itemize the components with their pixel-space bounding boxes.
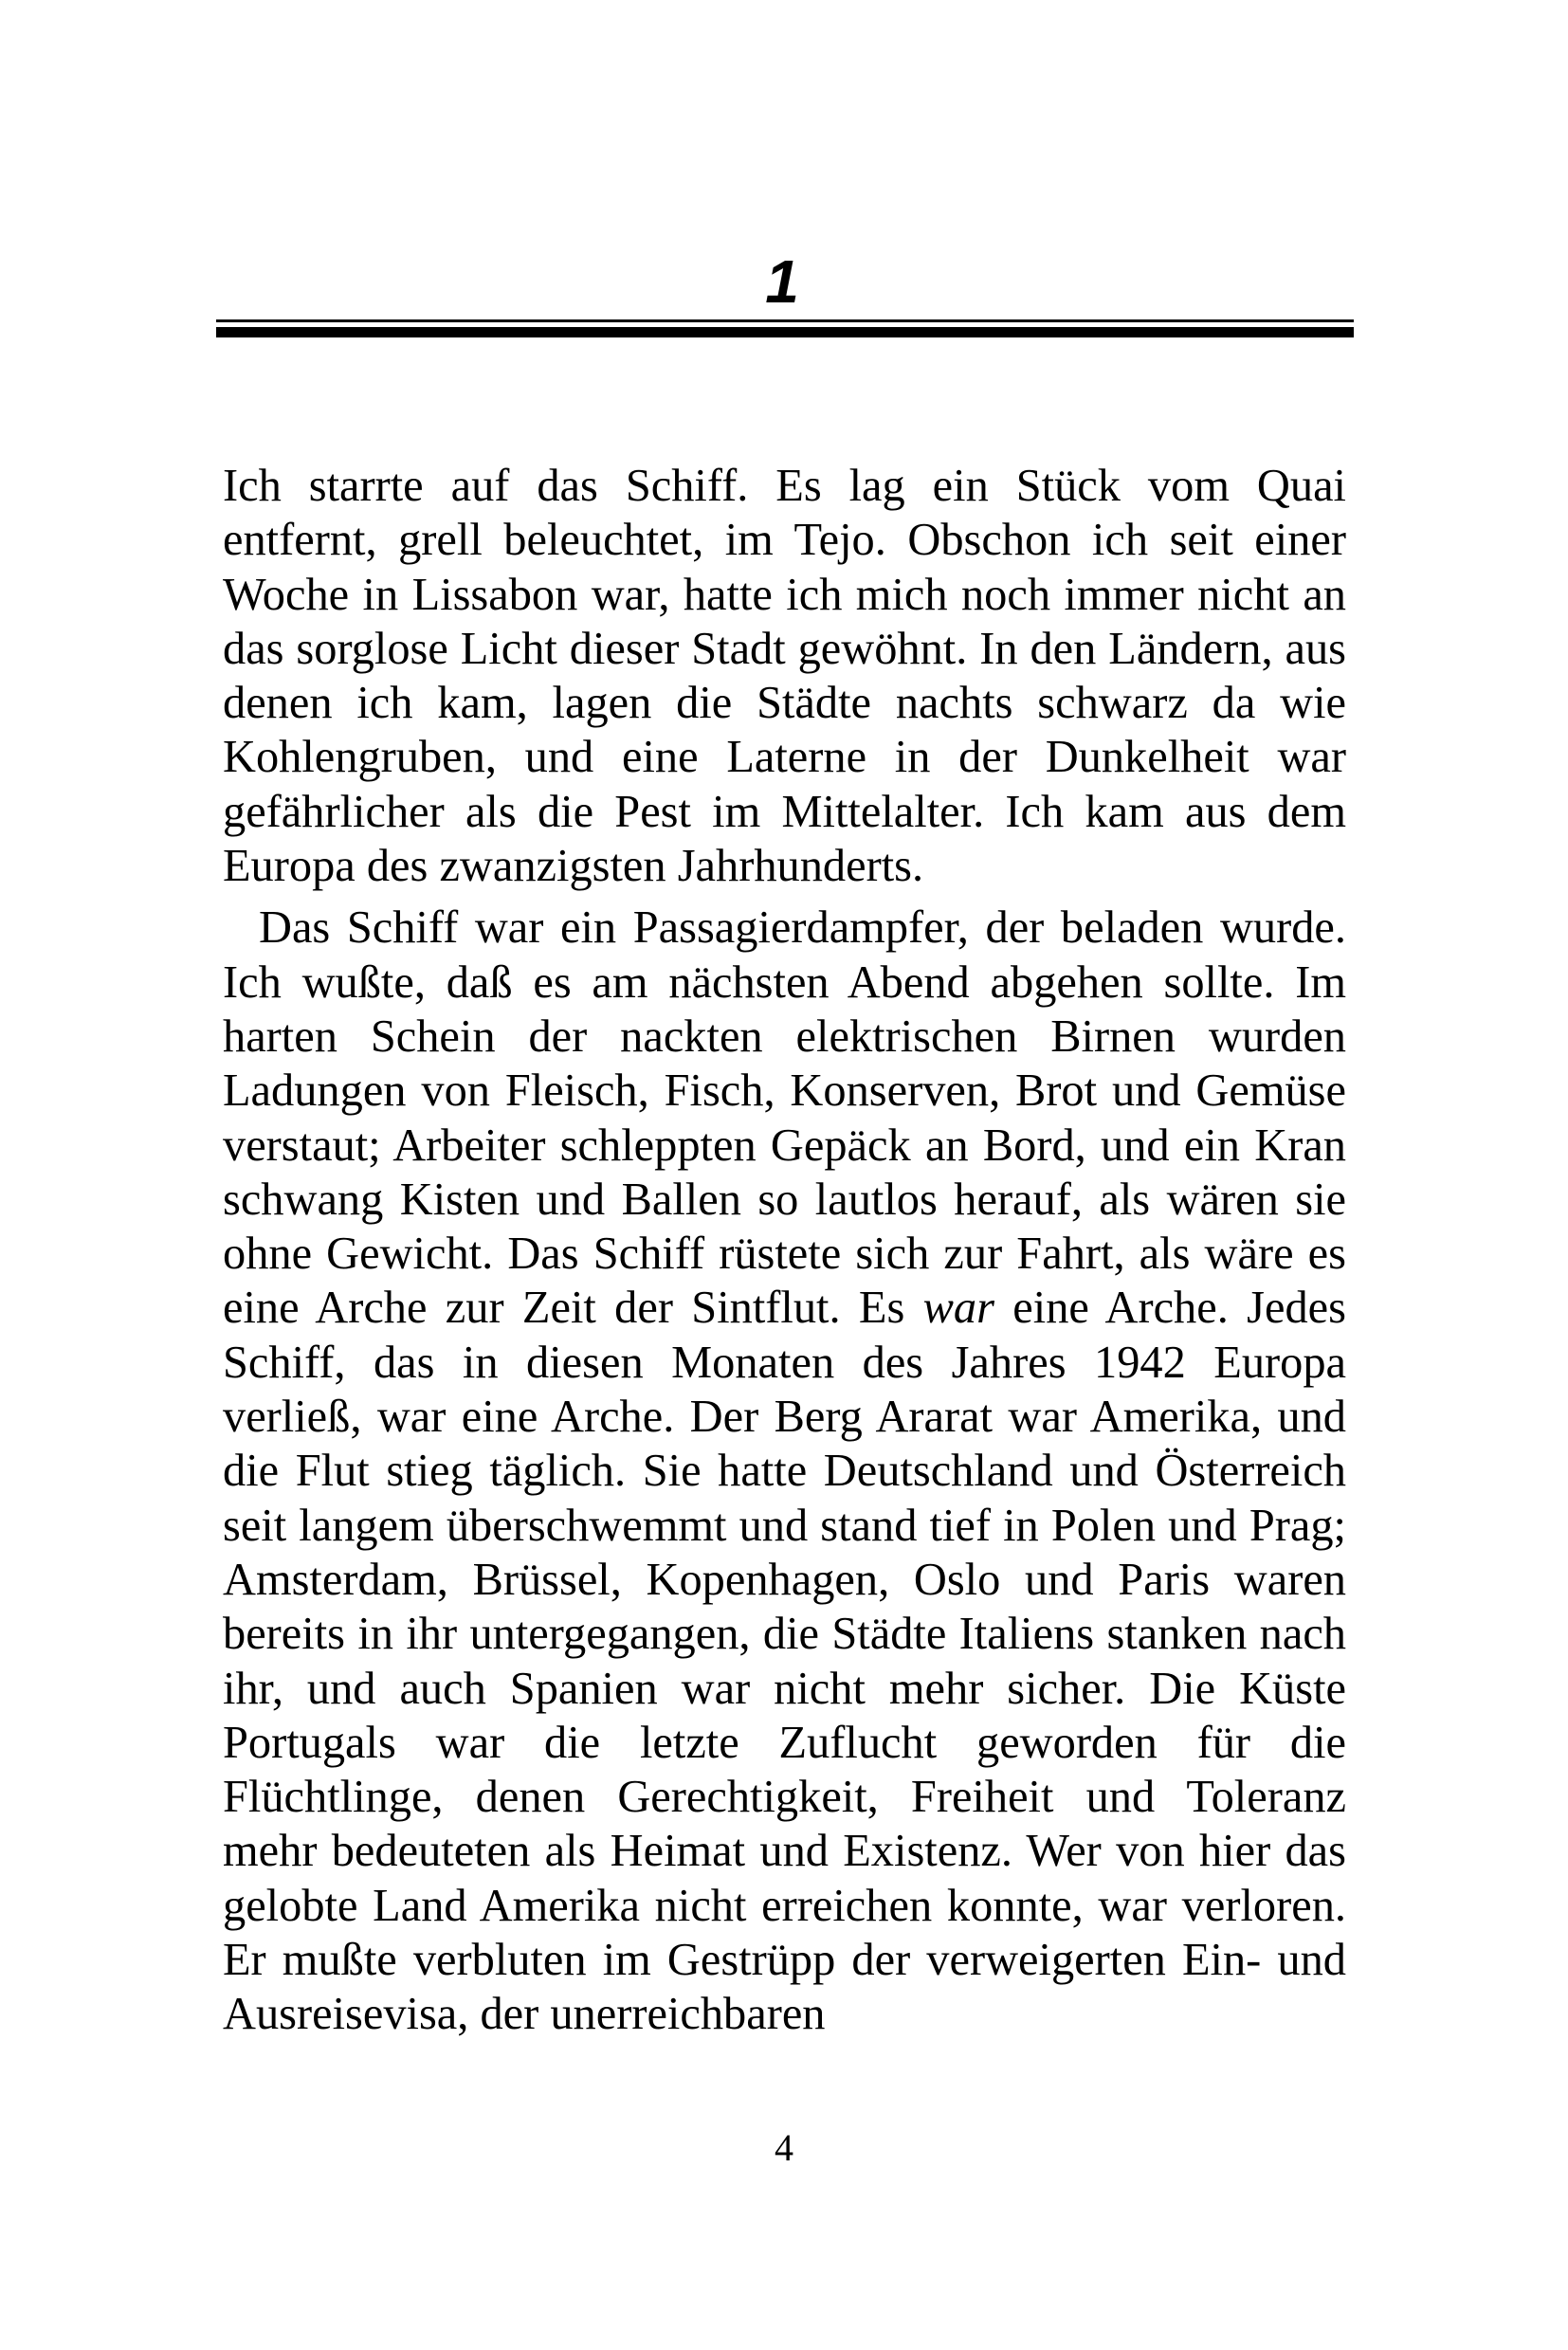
chapter-number: 1 xyxy=(765,247,799,316)
paragraph-1: Ich starrte auf das Schiff. Es lag ein Stück vom Quai entfernt, grell beleuchtet, im Tejo. Obschon ich seit einer Woche in Lissabon war, hatte ich mich noch immer nicht an das sorglose Licht dieser Stadt gewöhnt. In den Ländern, aus denen ich kam, lagen die Städte nachts schwarz da wie Kohlengruben, und eine Laterne in der Dunkelheit war gefährlicher als die Pest im Mittelalter. Ich kam aus dem Europa des zwanzigsten Jahrhunderts. xyxy=(223,461,1346,892)
emphasis-war: war xyxy=(922,1283,994,1334)
page-number: 4 xyxy=(775,2126,793,2169)
paragraph-2-part-1: Das Schiff war ein Passagierdampfer, der beladen wurde. Ich wußte, daß es am nächsten Abend abgehen sollte. Im harten Schein der nackten elektrischen Birnen wurden Ladungen von Fleisch, Fisch, Konserven, Brot und Gemüse verstaut; Arbeiter schleppten Gepäck an Bord, und ein Kran schwang Kisten und Ballen so lautlos herauf, als wären sie ohne Gewicht. Das Schiff rüstete sich zur Fahrt, als wäre es eine Arche zur Zeit der Sintflut. Es xyxy=(223,902,1346,1334)
body-text xyxy=(223,459,1346,2042)
paragraph-2 xyxy=(223,901,1346,2041)
chapter-rule-thin xyxy=(216,319,1354,322)
chapter-rule-thick xyxy=(216,327,1354,337)
paragraph-2-part-2: eine Arche. Jedes Schiff, das in diesen Monaten des Jahres 1942 Europa verließ, war eine Arche. Der Berg Ararat war Amerika, und die Flut stieg täglich. Sie hatte Deutschland und Österreich seit langem überschwemmt und stand tief in Polen und Prag; Amsterdam, Brüssel, Kopenhagen, Oslo und Paris waren bereits in ihr untergegangen, die Städte Italiens stanken nach ihr, und auch Spanien war nicht mehr sicher. Die Küste Portugals war die letzte Zuflucht geworden für die Flüchtlinge, denen Gerechtigkeit, Freiheit und Toleranz mehr bedeuteten als Heimat und Existenz. Wer von hier das gelobte Land Amerika nicht erreichen konnte, war verloren. Er mußte verbluten im Gestrüpp der verweigerten Ein- und Ausreisevisa, der unerreichbaren xyxy=(223,1283,1346,2040)
